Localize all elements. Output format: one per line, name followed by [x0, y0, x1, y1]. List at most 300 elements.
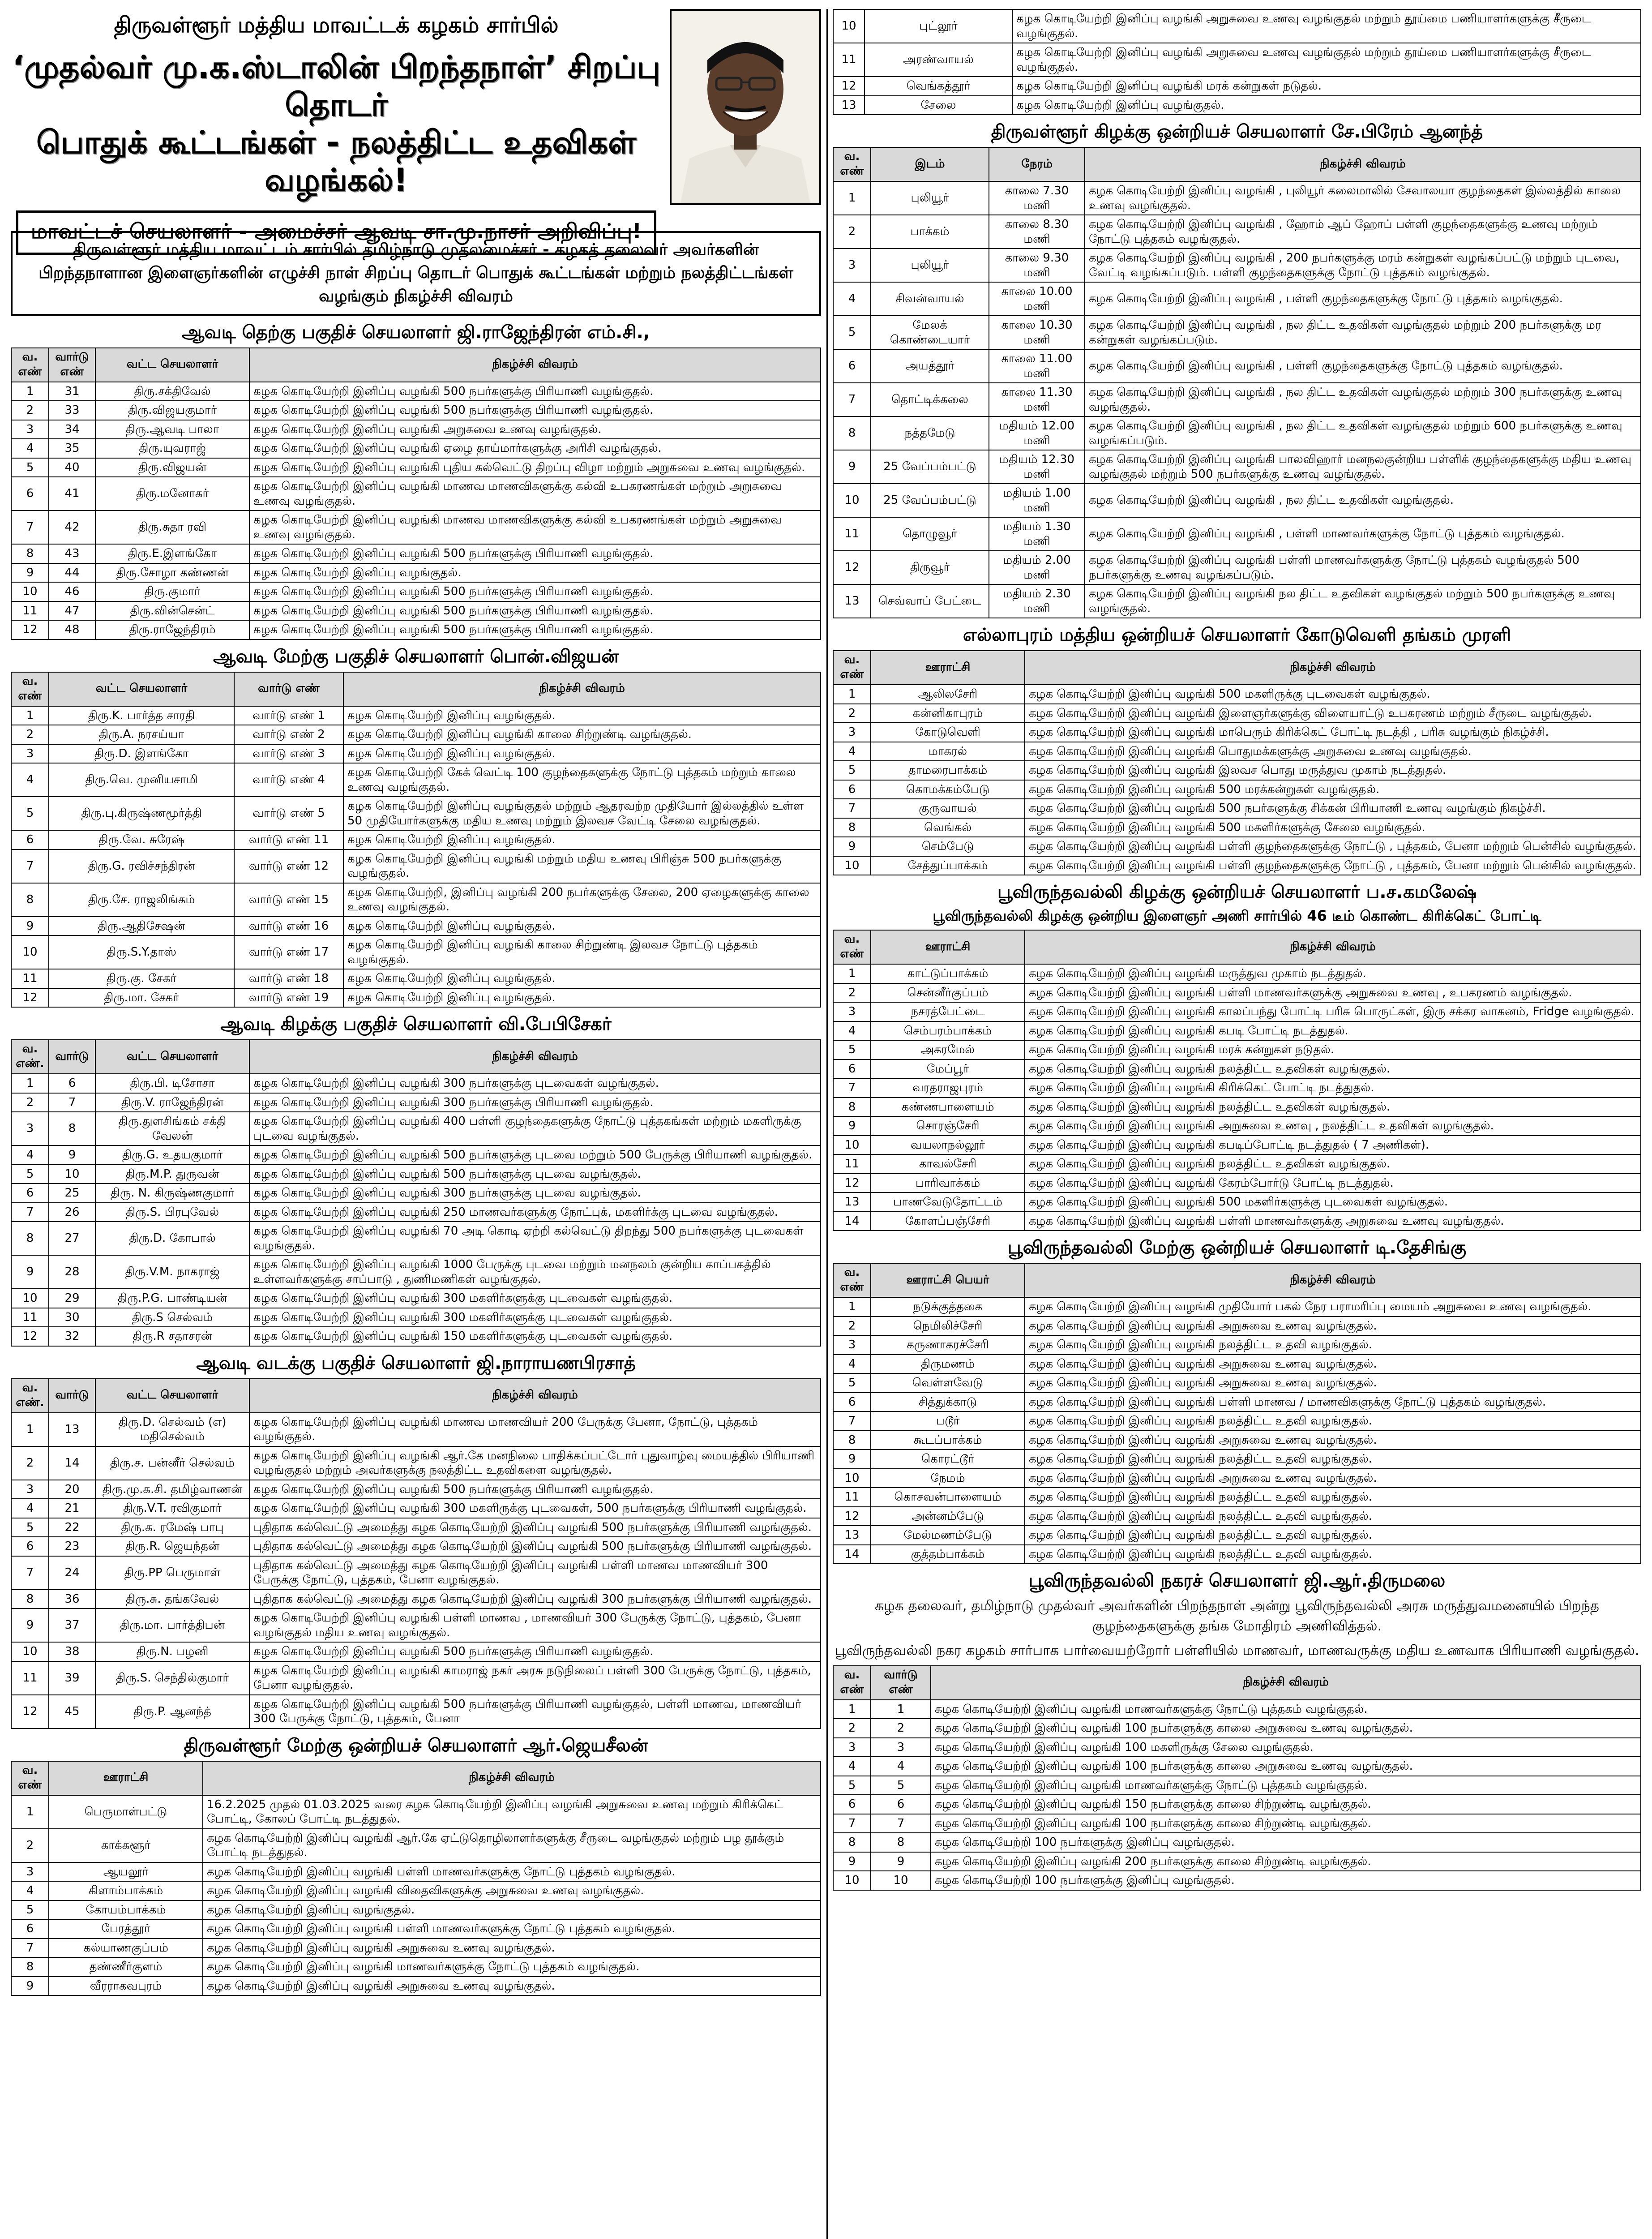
table-cell: 9: [833, 837, 871, 856]
table-cell: 10: [11, 582, 49, 601]
table-row: [11, 1480, 821, 1499]
table-row: [833, 1719, 1641, 1738]
table-cell: கூடப்பாக்கம்: [871, 1431, 1025, 1450]
table-cell: 2: [871, 1719, 931, 1738]
table-cell: கழக கொடியேற்றி இனிப்பு வழங்கி முதியோர் பகல் நேர பராமரிப்பு மையம் அறுசுவை உணவு வழங்குதல்.: [1025, 1297, 1641, 1317]
table-cell: 40: [49, 458, 95, 477]
table-cell: 14: [833, 1212, 871, 1231]
table-cell: கழக கொடியேற்றி இனிப்பு வழங்கி மாணவர்களுக்கு நோட்டு புத்தகம் வழங்குதல்.: [931, 1700, 1641, 1719]
table-cell: திரு.V.T. ரவிகுமார்: [95, 1499, 249, 1518]
table-row: [833, 1021, 1641, 1041]
table-row: [11, 620, 821, 639]
table-cell: 8: [833, 416, 871, 450]
table-cell: மேல்மணம்பேடு: [871, 1526, 1025, 1545]
table-row: [11, 1112, 821, 1145]
table-cell: 13: [833, 584, 871, 618]
table-cell: 2: [833, 215, 871, 249]
table-cell: 7: [833, 1078, 871, 1098]
table-cell: காலை 10.30 மணி: [989, 316, 1085, 349]
table-cell: கழக கொடியேற்றி இனிப்பு வழங்கி மாணவ மாணவிகளுக்கு கல்வி உபகரணங்கள் மற்றும் அறுசுவை உணவு வழங்குதல்.: [249, 477, 821, 510]
table-cell: திரு.S.Y.தாஸ்: [49, 935, 234, 969]
table-cell: மதியம் 1.00 மணி: [989, 484, 1085, 517]
column-header: நிகழ்ச்சி விவரம்: [1025, 930, 1641, 964]
table-cell: திரு.S செல்வம்: [95, 1308, 249, 1327]
table-cell: 5: [871, 1776, 931, 1795]
table-cell: தொழுவூர்: [871, 517, 989, 551]
table-cell: 1: [871, 1700, 931, 1719]
table-cell: 1: [11, 706, 49, 725]
table-row: [11, 917, 821, 936]
column-header: வார்டு: [49, 1040, 95, 1074]
table-cell: 9: [11, 563, 49, 583]
table-row: [11, 969, 821, 988]
table-cell: கழக கொடியேற்றி இனிப்பு வழங்கி அறுசுவை உணவு வழங்குதல் மற்றும் தூய்மை பணியாளர்களுக்கு சீருடை வழங்குதல்.: [1012, 9, 1641, 43]
table-row: [833, 1469, 1641, 1488]
table-cell: காலை 11.30 மணி: [989, 383, 1085, 416]
table-cell: வெங்கத்தூர்: [865, 77, 1012, 96]
table-cell: 22: [49, 1518, 95, 1537]
table-cell: திரு.D. கோபால்: [95, 1222, 249, 1255]
column-header: வார்டு எண்: [49, 348, 95, 382]
table-cell: கழக கொடியேற்றி இனிப்பு வழங்கி அறுசுவை உணவு வழங்குதல்.: [1025, 1355, 1641, 1374]
table-cell: கழக கொடியேற்றி இனிப்பு வழங்கி மாபெரும் கிரிக்கெட் போட்டி நடத்தி , பரிசு வழங்கும் நிகழ்ச்சி.: [1025, 723, 1641, 742]
table-cell: கழக கொடியேற்றி இனிப்பு வழங்கி 500 நபர்களுக்கு புடவை வழங்குதல்.: [249, 1165, 821, 1184]
table-cell: 6: [833, 780, 871, 799]
table-cell: திரு.வே. சுரேஷ்: [49, 830, 234, 849]
table-cell: குருவாயல்: [871, 799, 1025, 818]
table-cell: அரண்வாயல்: [865, 43, 1012, 77]
table-cell: திரு.துளசிங்கம் சக்தி வேலன்: [95, 1112, 249, 1145]
table-cell: கன்னிகாபுரம்: [871, 704, 1025, 723]
table-cell: வார்டு எண் 4: [234, 763, 343, 797]
table-cell: 1: [833, 685, 871, 704]
table-cell: திரு.PP பெருமாள்: [95, 1556, 249, 1590]
table-row: [11, 830, 821, 849]
header-text: [11, 9, 662, 243]
table-row: [833, 584, 1641, 618]
table-cell: கழக கொடியேற்றி இனிப்பு வழங்கி 500 நபர்களுக்கு பிரியாணி வழங்குதல், பள்ளி மாணவ, மாணவியர் 300 பேருக்கு நோட்டு, புத்தகம், பேனா: [249, 1695, 821, 1729]
table-row: [11, 797, 821, 830]
table-cell: 13: [833, 1526, 871, 1545]
table-cell: 3: [11, 744, 49, 763]
table-cell: 4: [833, 1757, 871, 1776]
table-row: [11, 1255, 821, 1289]
table-row: [833, 1545, 1641, 1564]
table-row: [11, 744, 821, 763]
table-cell: 2: [11, 725, 49, 744]
table-cell: பேரத்தூர்: [49, 1919, 203, 1939]
table-cell: நடுக்குத்தகை: [871, 1297, 1025, 1317]
table-cell: 31: [49, 382, 95, 401]
table-row: [11, 420, 821, 439]
table-cell: கழக கொடியேற்றி இனிப்பு வழங்கி 150 நபர்களுக்கு காலை சிற்றுண்டி வழங்குதல்.: [931, 1795, 1641, 1814]
table-cell: திரு.R. ஜெயந்தன்: [95, 1537, 249, 1556]
table-cell: செம்பரம்பாக்கம்: [871, 1021, 1025, 1041]
column-header: வ. எண்: [833, 147, 871, 181]
table-cell: 11: [833, 517, 871, 551]
table-row: [833, 1431, 1641, 1450]
table-cell: 21: [49, 1499, 95, 1518]
table-cell: கழக கொடியேற்றி இனிப்பு வழங்கி , 200 நபர்களுக்கு மரம் கன்றுகள் வழங்கப்பட்டு மற்றும் புடவை, வேட்டி வழங்கப்படும். பள்ளி குழந்தைகளுக்கு நோட்டு புத்தகம் வழங்குதல்.: [1085, 249, 1641, 282]
table-cell: கழக கொடியேற்றி இனிப்பு வழங்கி நலத்திட்ட உதவி வழங்குதல்.: [1025, 1526, 1641, 1545]
column-header: வ. எண்.: [11, 1379, 49, 1413]
table-row: [833, 742, 1641, 761]
table-cell: வார்டு எண் 16: [234, 917, 343, 936]
table-cell: 3: [833, 1738, 871, 1757]
table-cell: கழக கொடியேற்றி இனிப்பு வழங்கி பாலவிஹார் மனநலகுன்றிய பள்ளிக் குழந்தைகளுக்கு மதிய உணவு வழங்குதல் மற்றும் 500 நபர்களுக்கு உணவு வழங்குதல்.: [1085, 450, 1641, 484]
table-cell: கழக கொடியேற்றி இனிப்பு வழங்குதல்.: [343, 988, 821, 1008]
table-cell: கழக கொடியேற்றி இனிப்பு வழங்குதல்.: [343, 917, 821, 936]
table-cell: திரு.குமார்: [95, 582, 249, 601]
table-cell: கழக கொடியேற்றி இனிப்பு வழங்கி அறுசுவை உணவு வழங்குதல்.: [203, 1977, 821, 1996]
table-cell: கழக கொடியேற்றி இனிப்பு வழங்கி 500 மகளிர்களுக்கு புடவைகள் வழங்குதல்.: [1025, 1192, 1641, 1212]
table-row: [11, 1919, 821, 1939]
column-header: நிகழ்ச்சி விவரம்: [249, 1379, 821, 1413]
table-cell: திரு.யுவராஜ்: [95, 439, 249, 458]
table-row: [833, 77, 1641, 96]
table-cell: புதிதாக கல்வெட்டு அமைத்து கழக கொடியேற்றி இனிப்பு வழங்கி 500 நபர்களுக்கு பிரியாணி வழங்குதல்.: [249, 1537, 821, 1556]
table-cell: கழக கொடியேற்றி இனிப்பு வழங்கி 500 நபர்களுக்கு பிரியாணி வழங்குதல்.: [249, 620, 821, 639]
table-cell: கழக கொடியேற்றி இனிப்பு வழங்கி , நல திட்ட உதவிகள் வழங்குதல்.: [1085, 484, 1641, 517]
table-cell: 6: [11, 830, 49, 849]
column-header: வட்ட செயலாளர்: [95, 348, 249, 382]
table-cell: கழக கொடியேற்றி இனிப்பு வழங்குதல்.: [343, 969, 821, 988]
table-cell: காலை 10.00 மணி: [989, 282, 1085, 316]
table-cell: கழக கொடியேற்றி இனிப்பு வழங்கி அறுசுவை உணவு , நலத்திட்ட உதவிகள் வழங்குதல்.: [1025, 1116, 1641, 1136]
table-cell: 7: [11, 1939, 49, 1958]
table-cell: 10: [833, 1136, 871, 1155]
table-row: [833, 1335, 1641, 1355]
table-cell: 1: [11, 1795, 49, 1829]
table-cell: 4: [11, 1145, 49, 1165]
table-cell: 5: [11, 1165, 49, 1184]
table-row: [833, 181, 1641, 215]
table-cell: கிளாம்பாக்கம்: [49, 1881, 203, 1900]
column-header: வ. எண்: [11, 672, 49, 706]
table-cell: வார்டு எண் 18: [234, 969, 343, 988]
table-cell: கழக கொடியேற்றி இனிப்பு வழங்கி மாணவ மாணவிகளுக்கு கல்வி உபகரணங்கள் மற்றும் அறுசுவை உணவு வழங்குதல்.: [249, 510, 821, 544]
table-row: [11, 988, 821, 1008]
table-cell: கழக கொடியேற்றி இனிப்பு வழங்கி நலத்திட்ட உதவி வழங்குதல்.: [1025, 1488, 1641, 1507]
table-cell: காலை 11.00 மணி: [989, 349, 1085, 383]
table-cell: 11: [833, 1154, 871, 1174]
table-row: [833, 9, 1641, 43]
table-cell: 1: [11, 382, 49, 401]
table-cell: கழக கொடியேற்றி இனிப்பு வழங்கி கேரம்போர்டு போட்டி நடத்துதல்.: [1025, 1174, 1641, 1193]
table-cell: 10: [11, 1642, 49, 1661]
table-cell: 11: [11, 1661, 49, 1695]
table-cell: 7: [11, 849, 49, 883]
left-column: [11, 9, 821, 2239]
table-cell: 2: [833, 1317, 871, 1336]
table-cell: திரு.G. ரவிச்சந்திரன்: [49, 849, 234, 883]
table-cell: 4: [833, 742, 871, 761]
table-cell: கழக கொடியேற்றி இனிப்பு வழங்கி அறுசுவை உணவு வழங்குதல்.: [203, 1939, 821, 1958]
table-cell: கழக கொடியேற்றி இனிப்பு வழங்கி காலை சிற்றுண்டி வழங்குதல்.: [343, 725, 821, 744]
table-cell: தாமரைபாக்கம்: [871, 761, 1025, 780]
table-row: [833, 1002, 1641, 1021]
table-cell: 29: [49, 1289, 95, 1308]
table-cell: 4: [833, 1021, 871, 1041]
table-row: [11, 1881, 821, 1900]
table-row: [11, 1499, 821, 1518]
table-cell: 25 வேப்பம்பட்டு: [871, 450, 989, 484]
table-cell: திரு.விஜயகுமார்: [95, 401, 249, 420]
table-cell: 5: [833, 1040, 871, 1059]
table-cell: கழக கொடியேற்றி இனிப்பு வழங்கி அறுசுவை உணவு வழங்குதல்.: [1025, 1431, 1641, 1450]
table-row: [833, 964, 1641, 983]
section-title-tiruvallur-east: திருவள்ளூர் கிழக்கு ஒன்றியச் செயலாளர் சே.பிரேம் ஆனந்த்: [991, 121, 1483, 142]
table-cell: 7: [11, 1203, 49, 1222]
table-cell: புதிதாக கல்வெட்டு அமைத்து கழக கொடியேற்றி இனிப்பு வழங்கி 300 நபர்களுக்கு பிரியாணி வழங்குதல்.: [249, 1590, 821, 1609]
table-row: [11, 582, 821, 601]
table-cell: 3: [11, 1480, 49, 1499]
table-row: [833, 1297, 1641, 1317]
table-cell: கழக கொடியேற்றி இனிப்பு வழங்கி அறுசுவை உணவு வழங்குதல்.: [1025, 1469, 1641, 1488]
column-header: நேரம்: [989, 147, 1085, 181]
table-row: [11, 382, 821, 401]
page-header: [11, 9, 821, 243]
table-row: [833, 856, 1641, 875]
table-cell: 6: [833, 349, 871, 383]
table-cell: படூர்: [871, 1411, 1025, 1431]
table-cell: கழக கொடியேற்றி இனிப்பு வழங்கி காலை சிற்றுண்டி இலவச நோட்டு புத்தகம் வழங்குதல்.: [343, 935, 821, 969]
table-cell: 12: [11, 1695, 49, 1729]
table-cell: கழக கொடியேற்றி இனிப்பு வழங்கி , பள்ளி மாணவர்களுக்கு நோட்டு புத்தகம் வழங்குதல்.: [1085, 517, 1641, 551]
table-cell: கழக கொடியேற்றி இனிப்பு வழங்கி மாணவர்களுக்கு நோட்டு புத்தகம் வழங்குதல்.: [203, 1957, 821, 1977]
section-title-tiruvallur-west: திருவள்ளூர் மேற்கு ஒன்றியச் செயலாளர் ஆர்.ஜெயசீலன்: [184, 1735, 648, 1756]
table-row: [11, 1289, 821, 1308]
table-ellapuram-central: [833, 650, 1641, 875]
table-cell: திருமணம்: [871, 1355, 1025, 1374]
table-cell: 1: [833, 1297, 871, 1317]
table-row: [833, 96, 1641, 115]
column-header: வார்டு எண்: [234, 672, 343, 706]
table-cell: சித்துக்காடு: [871, 1393, 1025, 1412]
table-cell: திரு.E.இளங்கோ: [95, 544, 249, 563]
column-header: வட்ட செயலாளர்: [95, 1040, 249, 1074]
table-cell: திரு.ராஜேந்திரம்: [95, 620, 249, 639]
table-cell: காலை 7.30 மணி: [989, 181, 1085, 215]
table-row: [11, 1537, 821, 1556]
table-row: [11, 1795, 821, 1829]
table-cell: திரு.சக்திவேல்: [95, 382, 249, 401]
table-cell: கழக கொடியேற்றி இனிப்பு வழங்கி நலத்திட்ட உதவிகள் வழங்குதல்.: [1025, 1154, 1641, 1174]
table-cell: கழக கொடியேற்றி இனிப்பு வழங்கி பள்ளி மாணவர்களுக்கு நோட்டு புத்தகம் வழங்குதல்.: [203, 1862, 821, 1882]
column-header: வட்ட செயலாளர்: [95, 1379, 249, 1413]
table-row: [11, 935, 821, 969]
table-cell: திரு.வெ. முனியசாமி: [49, 763, 234, 797]
table-row: [833, 1078, 1641, 1098]
table-cell: 2: [11, 1829, 49, 1862]
table-cell: 3: [833, 1335, 871, 1355]
section-title-avadi-west: ஆவடி மேற்கு பகுதிச் செயலாளர் பொன்.விஜயன்: [213, 646, 619, 667]
table-cell: திரு.மு.க.சி. தமிழ்வாணன்: [95, 1480, 249, 1499]
table-row: [11, 1074, 821, 1093]
table-cell: பாக்கம்: [871, 215, 989, 249]
table-row: [11, 458, 821, 477]
table-cell: கழக கொடியேற்றி இனிப்பு வழங்கி மரக் கன்றுகள் நடுதல்.: [1012, 77, 1641, 96]
table-cell: ஆயலூர்: [49, 1862, 203, 1882]
table-row: [833, 282, 1641, 316]
table-cell: கழக கொடியேற்றி இனிப்பு வழங்கி நலத்திட்ட உதவிகள் வழங்குதல்.: [1025, 1059, 1641, 1079]
minister-photo: [670, 9, 821, 205]
table-cell: வார்டு எண் 12: [234, 849, 343, 883]
table-cell: 13: [49, 1413, 95, 1446]
table-cell: திரு.பி. டிசோசா: [95, 1074, 249, 1093]
table-cell: திரு.N. பழனி: [95, 1642, 249, 1661]
table-cell: செவ்வாப் பேட்டை: [871, 584, 989, 618]
table-row: [11, 544, 821, 563]
table-cell: திரு.V. ராஜேந்திரன்: [95, 1093, 249, 1112]
table-cell: 5: [11, 797, 49, 830]
table-cell: தண்ணீர்குளம்: [49, 1957, 203, 1977]
table-cell: 10: [11, 1289, 49, 1308]
table-cell: ஆலிலசேரி: [871, 685, 1025, 704]
table-cell: 6: [11, 477, 49, 510]
table-cell: 12: [11, 1327, 49, 1346]
table-cell: திரு.சோழா கண்ணன்: [95, 563, 249, 583]
table-row: [11, 1145, 821, 1165]
table-cell: 44: [49, 563, 95, 583]
table-cell: புதிதாக கல்வெட்டு அமைத்து கழக கொடியேற்றி இனிப்பு வழங்கி பள்ளி மாணவ மாணவியர் 300 பேருக்கு நோட்டு, புத்தகம், பேனா வழங்குதல்.: [249, 1556, 821, 1590]
table-cell: 8: [11, 1957, 49, 1977]
table-cell: 2: [11, 1446, 49, 1480]
table-row: [11, 1829, 821, 1862]
table-row: [833, 1355, 1641, 1374]
table-cell: 8: [833, 1098, 871, 1117]
table-cell: திரு.வின்சென்ட்: [95, 601, 249, 621]
table-cell: திரு.ஆதிசேஷன்: [49, 917, 234, 936]
table-row: [833, 1757, 1641, 1776]
right-column: [833, 9, 1641, 2239]
table-cell: திரு.கு. சேகர்: [49, 969, 234, 988]
column-header: ஊராட்சி: [871, 651, 1025, 685]
table-cell: கழக கொடியேற்றி இனிப்பு வழங்கி நலத்திட்ட உதவி வழங்குதல்.: [1025, 1411, 1641, 1431]
table-row: [833, 1795, 1641, 1814]
table-cell: 6: [833, 1059, 871, 1079]
table-row: [11, 1518, 821, 1537]
table-cell: வார்டு எண் 2: [234, 725, 343, 744]
table-cell: 6: [833, 1393, 871, 1412]
table-cell: கழக கொடியேற்றி இனிப்பு வழங்கி 500 நபர்களுக்கு சிக்கன் பிரியாணி உணவு வழங்கும் நிகழ்ச்சி.: [1025, 799, 1641, 818]
table-cell: கழக கொடியேற்றி இனிப்பு வழங்குதல்.: [343, 744, 821, 763]
column-header: வ. எண்: [833, 651, 871, 685]
table-cell: 5: [11, 458, 49, 477]
table-cell: கழக கொடியேற்றி இனிப்பு வழங்கி மாணவர்களுக்கு நோட்டு புத்தகம் வழங்குதல்.: [931, 1776, 1641, 1795]
table-cell: திரு.பு.கிருஷ்ணமூர்த்தி: [49, 797, 234, 830]
table-row: [833, 1192, 1641, 1212]
table-cell: கழக கொடியேற்றி இனிப்பு வழங்கி 500 நபர்களுக்கு புடவை மற்றும் 500 பேருக்கு பிரியாணி வழங்குதல்.: [249, 1145, 821, 1165]
table-cell: 2: [833, 704, 871, 723]
table-cell: கொசவன்பாளையம்: [871, 1488, 1025, 1507]
table-row: [11, 1608, 821, 1642]
table-cell: திரு.P.G. பாண்டியன்: [95, 1289, 249, 1308]
header-line-1: திருவள்ளூர் மத்திய மாவட்டக் கழகம் சார்பில்: [114, 13, 559, 38]
table-row: [11, 1222, 821, 1255]
section-note-1: கழக தலைவர், தமிழ்நாடு முதல்வர் அவர்களின் பிறந்தநாள் அன்று பூவிருந்தவல்லி அரசு மருத்துவமனையில் பிறந்த குழந்தைகளுக்கு தங்க மோதிரம் அணிவித்தல்.: [875, 1598, 1599, 1634]
table-cell: 16.2.2025 முதல் 01.03.2025 வரை கழக கொடியேற்றி இனிப்பு வழங்கி அறுசுவை உணவு மற்றும் கிரிக்கெட் போட்டி, கோலப் போட்டி நடத்துதல்.: [203, 1795, 821, 1829]
table-cell: 13: [833, 96, 865, 115]
table-cell: 9: [11, 917, 49, 936]
table-row: [833, 1059, 1641, 1079]
table-cell: கழக கொடியேற்றி இனிப்பு வழங்கி 500 மரக்கன்றுகள் வழங்குதல்.: [1025, 780, 1641, 799]
table-cell: கழக கொடியேற்றி இனிப்பு வழங்கி அறுசுவை உணவு வழங்குதல்.: [1025, 1317, 1641, 1336]
table-cell: கழக கொடியேற்றி இனிப்பு வழங்கி நலத்திட்ட உதவி வழங்குதல்.: [1025, 1507, 1641, 1526]
column-header: வார்டு: [49, 1379, 95, 1413]
table-cell: கழக கொடியேற்றி இனிப்பு வழங்கி 300 நபர்களுக்கு புடவைகள் வழங்குதல்.: [249, 1074, 821, 1093]
table-cell: 11: [833, 43, 865, 77]
table-cell: 10: [833, 1871, 871, 1890]
table-row: [11, 1446, 821, 1480]
table-row: [11, 1661, 821, 1695]
column-header: வ. எண்: [833, 1263, 871, 1297]
table-cell: 6: [833, 1795, 871, 1814]
table-row: [833, 450, 1641, 484]
table-cell: 14: [833, 1545, 871, 1564]
table-cell: பாரிவாக்கம்: [871, 1174, 1025, 1193]
table-cell: 10: [833, 856, 871, 875]
table-cell: 12: [833, 1507, 871, 1526]
table-cell: 41: [49, 477, 95, 510]
table-cell: கழக கொடியேற்றி இனிப்பு வழங்கி 500 மகளிருக்கு புடவைகள் வழங்குதல்.: [1025, 685, 1641, 704]
table-row: [11, 1957, 821, 1977]
table-row: [11, 477, 821, 510]
table-cell: கழக கொடியேற்றி இனிப்பு வழங்கி பள்ளி மாணவ , மாணவியர் 300 பேருக்கு நோட்டு, புத்தகம், பேனா வழங்குதல் மதிய உணவு வழங்குதல்.: [249, 1608, 821, 1642]
table-cell: கழக கொடியேற்றி இனிப்பு வழங்கி 100 மகளிருக்கு சேலை வழங்குதல்.: [931, 1738, 1641, 1757]
table-cell: கோயம்பாக்கம்: [49, 1900, 203, 1920]
table-cell: திரு.மனோகர்: [95, 477, 249, 510]
table-row: [833, 818, 1641, 837]
table-cell: கழக கொடியேற்றி இனிப்பு வழங்கி 500 நபர்களுக்கு பிரியாணி வழங்குதல்.: [249, 601, 821, 621]
table-cell: கழக கொடியேற்றி இனிப்பு வழங்கி நலத்திட்ட உதவிகள் வழங்குதல்.: [1025, 1098, 1641, 1117]
table-cell: திரு.மா. சேகர்: [49, 988, 234, 1008]
table-cell: சிவன்வாயல்: [871, 282, 989, 316]
table-cell: திரு.P. ஆனந்த்: [95, 1695, 249, 1729]
table-cell: 25: [49, 1184, 95, 1203]
table-cell: கழக கொடியேற்றி இனிப்பு வழங்கி நலத்திட்ட உதவி வழங்குதல்.: [1025, 1335, 1641, 1355]
table-cell: கழக கொடியேற்றி இனிப்பு வழங்கி ஏழை தாய்மார்களுக்கு அரிசி வழங்குதல்.: [249, 439, 821, 458]
table-cell: 38: [49, 1642, 95, 1661]
column-header: வ. எண்: [11, 1761, 49, 1795]
table-cell: 10: [49, 1165, 95, 1184]
table-row: [833, 1317, 1641, 1336]
table-cell: 8: [11, 883, 49, 917]
table-row: [11, 1556, 821, 1590]
table-cell: 24: [49, 1556, 95, 1590]
portrait-image: [672, 11, 819, 203]
table-cell: 12: [833, 551, 871, 584]
table-cell: கழக கொடியேற்றி இனிப்பு வழங்குதல்.: [249, 563, 821, 583]
table-row: [833, 43, 1641, 77]
table-cell: கழக கொடியேற்றி இனிப்பு வழங்கி , நல திட்ட உதவிகள் வழங்குதல் மற்றும் 300 நபர்களுக்கு உணவு வழங்குதல்.: [1085, 383, 1641, 416]
table-row: [833, 1738, 1641, 1757]
table-cell: 43: [49, 544, 95, 563]
table-cell: 3: [11, 1862, 49, 1882]
table-cell: 32: [49, 1327, 95, 1346]
table-cell: கழக கொடியேற்றி இனிப்பு வழங்கி 300 நபர்களுக்கு பிரியாணி வழங்குதல்.: [249, 1093, 821, 1112]
table-row: [11, 1165, 821, 1184]
table-row: [833, 1871, 1641, 1890]
table-cell: கழக கொடியேற்றி இனிப்பு வழங்கி 500 மகளிர்களுக்கு சேலை வழங்குதல்.: [1025, 818, 1641, 837]
table-cell: 9: [833, 1450, 871, 1469]
table-cell: 1: [833, 181, 871, 215]
table-cell: 12: [11, 988, 49, 1008]
table-cell: கழக கொடியேற்றி இனிப்பு வழங்கி 100 நபர்களுக்கு காலை அறுசுவை உணவு வழங்குதல்.: [931, 1757, 1641, 1776]
table-cell: கழக கொடியேற்றி இனிப்பு வழங்கி பள்ளி மாணவ / மாணவிகளுக்கு நோட்டு புத்தகம் வழங்குதல்.: [1025, 1393, 1641, 1412]
table-cell: செம்பேடு: [871, 837, 1025, 856]
table-avadi-east: [11, 1039, 821, 1347]
